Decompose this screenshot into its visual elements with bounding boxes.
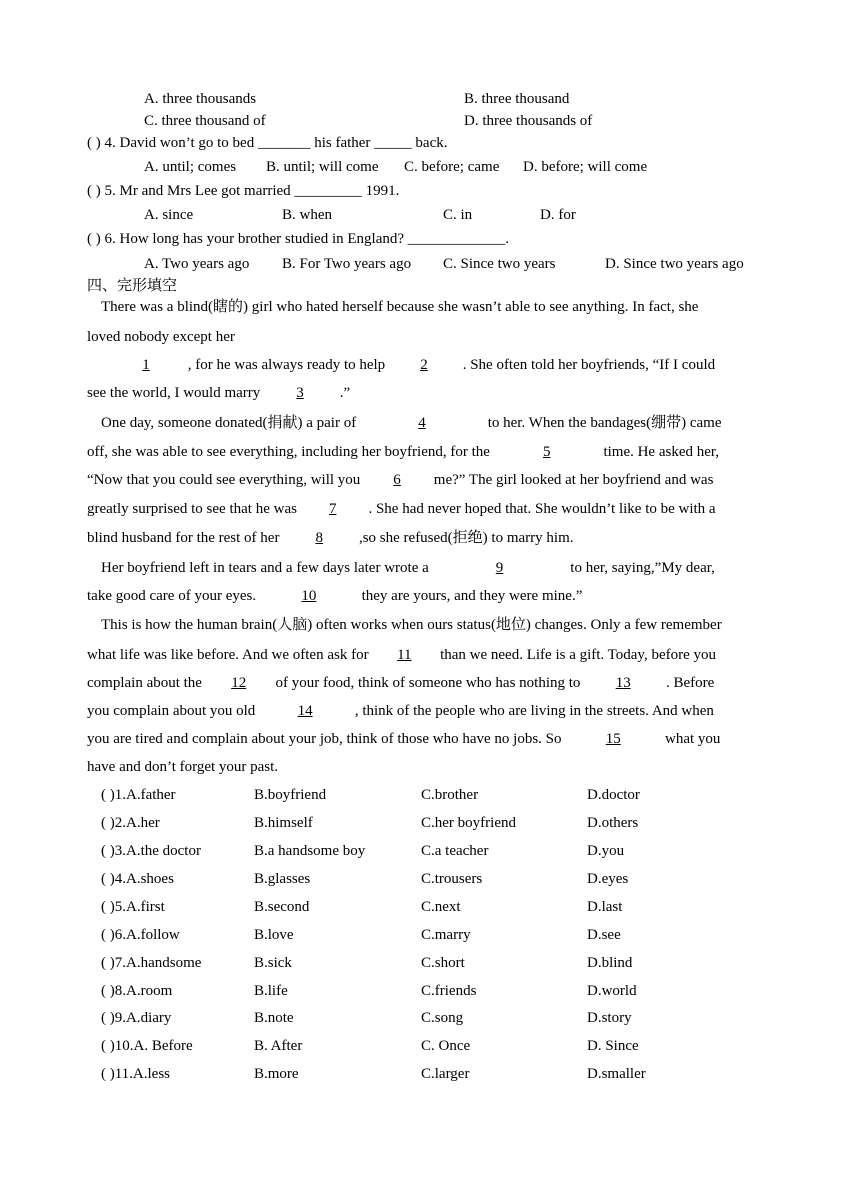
choice-c[interactable]: C. Once <box>421 1038 471 1054</box>
choice-a[interactable]: ( )11.A.less <box>101 1066 171 1082</box>
q6-option-b: B. For Two years ago <box>282 256 412 272</box>
choice-a[interactable]: ( )2.A.her <box>101 815 160 831</box>
choice-c[interactable]: C.her boyfriend <box>421 815 516 831</box>
choice-c[interactable]: C.a teacher <box>421 843 489 859</box>
choice-row <box>0 1064 860 1084</box>
choice-b[interactable]: B. After <box>254 1038 303 1054</box>
choice-d[interactable]: D.last <box>587 899 623 915</box>
choice-d[interactable]: D.smaller <box>587 1066 646 1082</box>
choice-b[interactable]: B.note <box>254 1010 294 1026</box>
choice-b[interactable]: B.love <box>254 927 294 943</box>
choice-row <box>0 1036 860 1056</box>
q5-option-d: D. for <box>540 207 576 223</box>
choice-a[interactable]: ( )8.A.room <box>101 983 173 999</box>
choice-c[interactable]: C.larger <box>421 1066 470 1082</box>
blank-12[interactable]: 12 <box>231 675 247 691</box>
choice-d[interactable]: D. Since <box>587 1038 639 1054</box>
blank-7[interactable]: 7 <box>328 501 337 517</box>
passage-line: see the world, I would marry 3 .” <box>87 385 351 401</box>
choice-c[interactable]: C.song <box>421 1010 464 1026</box>
passage-line: Her boyfriend left in tears and a few days later wrote a 9 to her, saying,”My dear, <box>101 560 715 576</box>
blank-11[interactable]: 11 <box>397 647 412 663</box>
choice-c[interactable]: C.marry <box>421 927 471 943</box>
choice-d[interactable]: D.others <box>587 815 639 831</box>
passage-line: There was a blind(瞎的) girl who hated herself because she wasn’t able to see anything. In fact, she <box>101 299 699 315</box>
q5-option-c: C. in <box>443 207 473 223</box>
blank-2[interactable]: 2 <box>420 357 428 373</box>
q4-option-d: D. before; will come <box>523 159 648 175</box>
passage-line: blind husband for the rest of her 8 ,so she refused(拒绝) to marry him. <box>87 530 574 546</box>
passage-line: This is how the human brain(人脑) often works when ours status(地位) changes. Only a few remember <box>101 617 722 633</box>
choice-row <box>0 869 860 889</box>
passage-line: what life was like before. And we often ask for 11 than we need. Life is a gift. Today, before you <box>87 647 717 663</box>
choice-b[interactable]: B.sick <box>254 955 292 971</box>
q3-option-b: B. three thousand <box>464 91 570 107</box>
choice-d[interactable]: D.see <box>587 927 621 943</box>
blank-6[interactable]: 6 <box>393 472 401 488</box>
choice-a[interactable]: ( )7.A.handsome <box>101 955 202 971</box>
passage-line: 1 , for he was always ready to help 2 . She often told her boyfriends, “If I could <box>108 355 715 375</box>
choice-a[interactable]: ( )3.A.the doctor <box>101 843 201 859</box>
passage-line: greatly surprised to see that he was 7 . She had never hoped that. She wouldn’t like to be with a <box>87 501 716 517</box>
blank-5[interactable]: 5 <box>542 444 551 460</box>
passage-line: have and don’t forget your past. <box>87 759 279 775</box>
passage-line: take good care of your eyes. 10 they are yours, and they were mine.” <box>87 588 583 604</box>
choice-d[interactable]: D.you <box>587 843 625 859</box>
choice-b[interactable]: B.boyfriend <box>254 787 327 803</box>
q5-option-b: B. when <box>282 207 332 223</box>
passage-line: you are tired and complain about your job, think of those who have no jobs. So 15 what you <box>87 731 721 747</box>
choice-a[interactable]: ( )1.A.father <box>101 787 176 803</box>
choice-b[interactable]: B.himself <box>254 815 313 831</box>
choice-d[interactable]: D.world <box>587 983 637 999</box>
q4-option-b: B. until; will come <box>266 159 379 175</box>
choice-d[interactable]: D.blind <box>587 955 633 971</box>
blank-10[interactable]: 10 <box>301 588 317 604</box>
choice-d[interactable]: D.story <box>587 1010 632 1026</box>
choice-b[interactable]: B.more <box>254 1066 299 1082</box>
passage-line: One day, someone donated(捐献) a pair of 4 to her. When the bandages(绷带) came <box>101 415 722 431</box>
blank-4[interactable]: 4 <box>418 415 426 431</box>
choice-b[interactable]: B.glasses <box>254 871 311 887</box>
blank-13[interactable]: 13 <box>615 675 631 691</box>
q3-option-d: D. three thousands of <box>464 113 593 129</box>
choice-a[interactable]: ( )9.A.diary <box>101 1010 172 1026</box>
choice-row <box>0 841 860 861</box>
choice-a[interactable]: ( )6.A.follow <box>101 927 180 943</box>
choice-b[interactable]: B.a handsome boy <box>254 843 366 859</box>
blank-3[interactable]: 3 <box>296 385 304 401</box>
q3-option-c: C. three thousand of <box>144 113 266 129</box>
passage-line: you complain about you old 14 , think of the people who are living in the streets. And when <box>87 703 714 719</box>
choice-a[interactable]: ( )4.A.shoes <box>101 871 174 887</box>
choice-row <box>0 981 860 1001</box>
choice-row <box>0 925 860 945</box>
choice-c[interactable]: C.brother <box>421 787 479 803</box>
q6-stem: ( ) 6. How long has your brother studied in England? _____________. <box>87 231 510 247</box>
choice-d[interactable]: D.eyes <box>587 871 629 887</box>
blank-1[interactable]: 1 <box>142 357 150 373</box>
choice-c[interactable]: C.short <box>421 955 465 971</box>
choice-c[interactable]: C.next <box>421 899 461 915</box>
choice-b[interactable]: B.second <box>254 899 310 915</box>
passage-line: complain about the 12 of your food, think of someone who has nothing to 13 . Before <box>87 675 715 691</box>
choice-row <box>0 897 860 917</box>
choice-row <box>0 953 860 973</box>
q4-option-a: A. until; comes <box>144 159 237 175</box>
section-title: 四、完形填空 <box>87 278 178 294</box>
q5-option-a: A. since <box>144 207 194 223</box>
q4-stem: ( ) 4. David won’t go to bed _______ his father _____ back. <box>87 135 448 151</box>
blank-8[interactable]: 8 <box>315 530 323 546</box>
choice-a[interactable]: ( )5.A.first <box>101 899 165 915</box>
choice-c[interactable]: C.friends <box>421 983 477 999</box>
choice-b[interactable]: B.life <box>254 983 288 999</box>
blank-9[interactable]: 9 <box>495 560 504 576</box>
choice-row <box>0 813 860 833</box>
choice-row <box>0 1008 860 1028</box>
choice-c[interactable]: C.trousers <box>421 871 483 887</box>
choice-a[interactable]: ( )10.A. Before <box>101 1038 193 1054</box>
q6-option-c: C. Since two years <box>443 256 556 272</box>
passage-line: loved nobody except her <box>87 329 235 345</box>
q6-option-d: D. Since two years ago <box>605 256 744 272</box>
blank-15[interactable]: 15 <box>605 731 621 747</box>
blank-14[interactable]: 14 <box>297 703 313 719</box>
passage-line: off, she was able to see everything, including her boyfriend, for the 5 time. He asked her, <box>87 444 720 460</box>
q3-option-a: A. three thousands <box>144 91 257 107</box>
q4-option-c: C. before; came <box>404 159 500 175</box>
choice-d[interactable]: D.doctor <box>587 787 640 803</box>
choice-row <box>0 785 860 805</box>
q6-option-a: A. Two years ago <box>144 256 250 272</box>
passage-line: “Now that you could see everything, will you 6 me?” The girl looked at her boyfriend and was <box>87 472 714 488</box>
q5-stem: ( ) 5. Mr and Mrs Lee got married _________ 1991. <box>87 183 400 199</box>
